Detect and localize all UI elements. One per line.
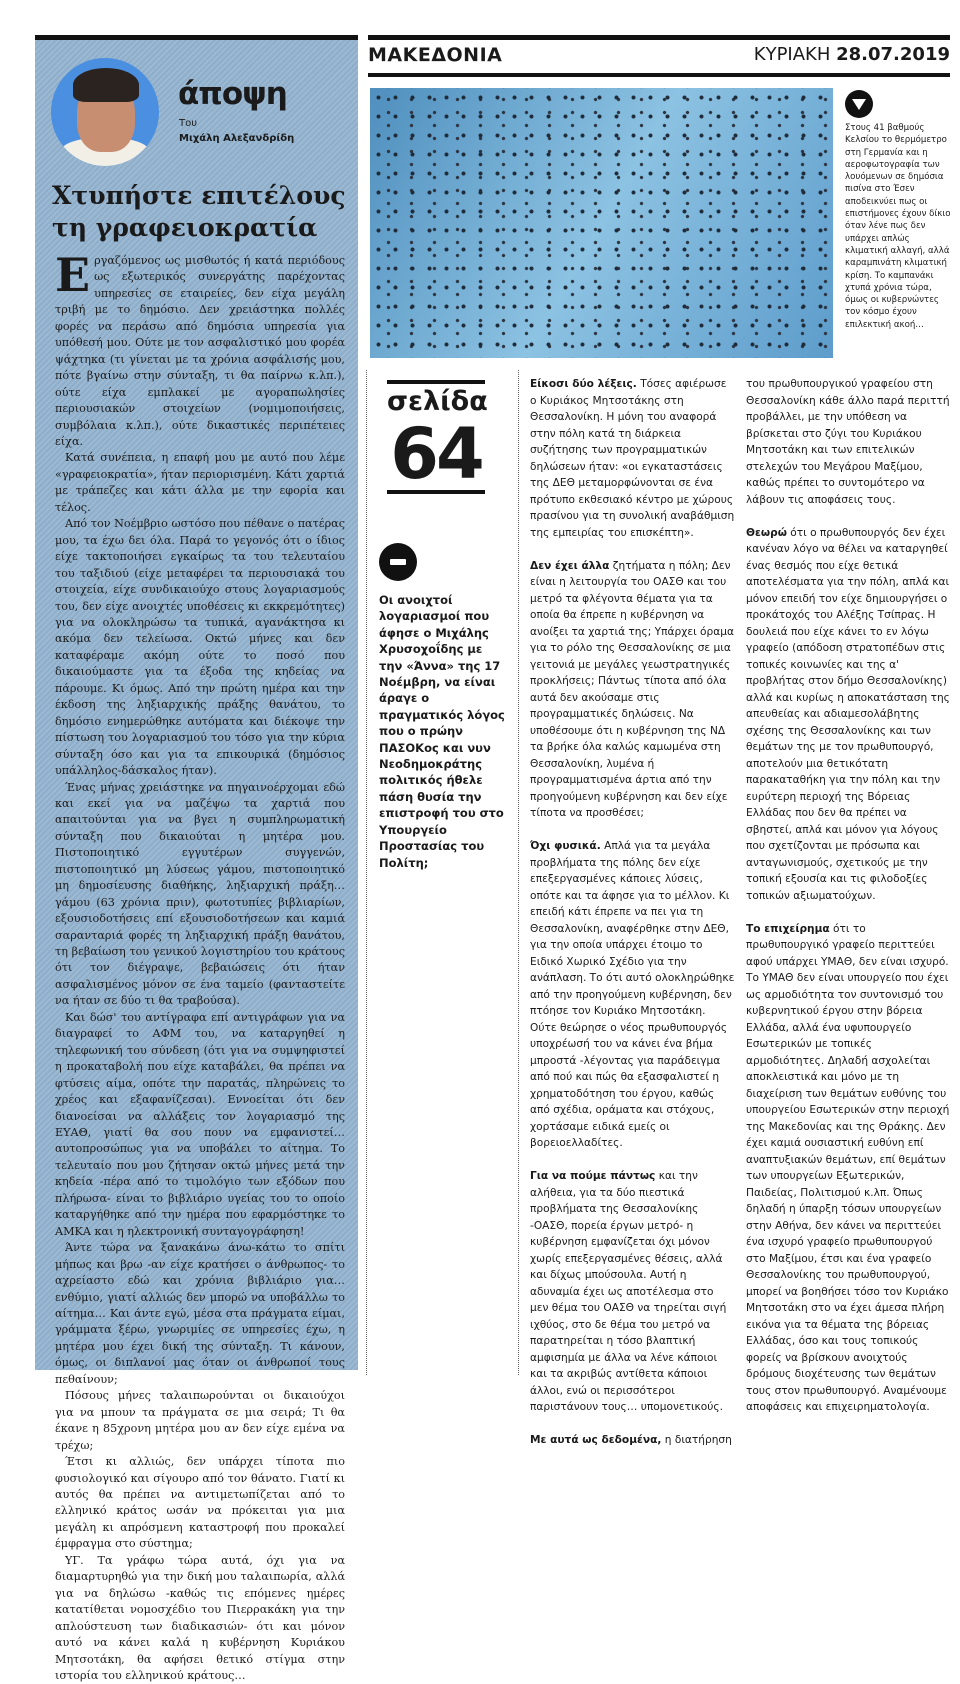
paragraph-text: ότι το πρωθυπουργικό γραφείο περιττεύει αφού υπάρχει ΥΜΑΘ, δεν είναι ισχυρό. Το ΥΜΑΘ δεν είναι υπουργείο που έχει ως αρμοδιότητα τον συντονισμό του κυβερνητικού έργου στην βόρεια Ελλάδα, αλλά ένα υφυπουργείο Εσωτερικών με τοπικές αρμοδιότητες. Δηλαδή ασχολείται αποκλειστικά και μόνο με τη διαχείριση των θεμάτων ευθύνης του υπουργείου Εσωτερικών στην περιοχή της Μακεδονίας και της Θράκης. Δεν έχει καμιά ουσιαστική ευθύνη επί αναπτυξιακών θεμάτων, επί θεμάτων των υπουργείων Εξωτερικών, Παιδείας, Πολιτισμού κ.λπ. Όπως δηλαδή η ύπαρξη τόσων υπουργείων στην Αθήνα, δεν κάνει να περιττεύει ένα ισχυρό γραφείο πρωθυπουργού στο Μαξίμου, έτσι και ένα γραφείο Θεσσαλονίκης του πρωθυπουργού, μπορεί να βοηθήσει τόσο τον Κυριάκο Μητσοτάκη στο να έχει άμεσα πλήρη εικόνα για τα θέματα της βόρειας Ελλάδας, όσο και τους τοπικούς φορείς να βρίσκουν ανοιχτούς δρόμους διοχέτευσης των θεμάτων τους στον πρωθυπουργό. Αναμένουμε αποφάσεις και επιχειρηματολογία.: [746, 922, 950, 1413]
paragraph-text: Απλά για τα μεγάλα προβλήματα της πόλης δεν είχε επεξεργασμένες κάποιες λύσεις, οπότε και τα άφησε για το μέλλον. Κι επειδή κάτι έπρεπε να πει για τη Θεσσαλονίκη, αναφέρθηκε στην ΔΕΘ, για την οποία υπάρχει έτοιμο το Ειδικό Χωρικό Σχέδιο για την ανάπλαση. Το ότι αυτό ολοκληρώθηκε από την προηγούμενη κυβέρνηση, δεν πτόησε τον Κυριάκο Μητσοτάκη. Ούτε θεώρησε ο νέος πρωθυπουργός υποχρέωσή του να κάνει ένα βήμα μπροστά -λέγοντας για παράδειγμα από πού και πώς θα εξασφαλιστεί η χρηματοδότηση του έργου, καθώς από σχέδια, οράματα και στόχους, χορτάσαμε ειδικά εμείς οι βορειοελλαδίτες.: [530, 840, 735, 1149]
page-label: σελίδα: [387, 386, 488, 417]
paragraph: [746, 525, 950, 905]
paragraph-text: η διατήρηση: [661, 1434, 732, 1446]
paragraph: Ένας μήνας χρειάστηκε να πηγαινοέρχομαι εδώ και εκεί για να μαζέψω τα χαρτιά που απαιτούνται για να βγει η συμπληρωματική σύνταξη που δικαιούται η μητέρα μου. Πιστοποιητικό εγγυτέρων συγγενών, πιστοποιητικό μη λύσεως γάμου, πιστοποιητικό μη δημοσίευσης διαθήκης, ληξιαρχική πράξη… γάμου (63 χρόνια πριν), φωτοτυπίες βιβλιαρίων, εξουσιοδοτήσεις επί εξουσιοδοτήσεων και καμιά σαρανταριά φορές τη ληξιαρχική πράξη θανάτου, τη βεβαίωση του γενικού λογιστηρίου του κράτους ότι τον διέγραψε, βεβαιώσεις ότι ήταν ασφαλισμένος μόνον σε ένα ταμείο (φανταστείτε να ήταν σε δύο τι θα τραβούσα).: [55, 780, 345, 1008]
paragraph-lead: Το επιχείρημα: [746, 922, 830, 935]
issue-day: ΚΥΡΙΑΚΗ: [753, 44, 831, 65]
paragraph: [530, 376, 735, 541]
column-4: [746, 376, 950, 1432]
paragraph-text: Τόσες αφιέρωσε ο Κυριάκος Μητσοτάκης στη Θεσσαλονίκη. Η μόνη του αναφορά στην πόλη κατά τη διάρκεια συζήτησης των προγραμματικών δηλώσεων ήταν: «οι εγκαταστάσεις της ΔΕΘ μεταμορφώνονται σε ένα πρότυπο εκθεσιακό κέντρο με χώρους πρασίνου για τη συνολική αναβάθμιση της εμπειρίας του επισκέπτη».: [530, 378, 735, 539]
paragraph-text: και την αλήθεια, για τα δύο πιεστικά προβλήματα της Θεσσαλονίκης -ΟΑΣΘ, πορεία έργων μετρό- η κυβέρνηση εμφανίζεται όχι μόνον χωρίς επεξεργασμένες θέσεις, αλλά και δίχως μπούσουλα. Αυτή η αδυναμία έχει ως αποτέλεσμα στο μεν θέμα του ΟΑΣΘ να τηρείται σιγή ιχθύος, στο δε θέμα του μετρό να παρατηρείται η τόσο βλαπτική αμφισημία με άλλα να λένε κάποιοι και τα ακριβώς αντίθετα κάποιοι άλλοι, ενώ οι περισσότεροι παριστάνουν τους… υπομονετικούς.: [530, 1170, 727, 1413]
paragraph-lead: Με αυτά ως δεδομένα,: [530, 1434, 662, 1446]
pool-aerial-photo: [370, 88, 833, 358]
paragraph-text: ζητήματα η πόλη; Δεν είναι η λειτουργία του ΟΑΣΘ και του μετρό τα φλέγοντα θέματα για τα οποία θα έπρεπε η κυβέρνηση να ανοίξει τα χαρτιά της; Υπάρχει όραμα για το ρόλο της Θεσσαλονίκης σε μια γειτονιά με μεγάλες γεωστρατηγικές προκλήσεις; Πάντως τίποτα από όλα αυτά δεν ακούσαμε στις προγραμματικές δηλώσεις. Να υποθέσουμε ότι η κυβέρνηση της ΝΔ τα βρήκε όλα καλώς καμωμένα στη Θεσσαλονίκη, λυμένα ή προγραμματισμένα άρτια από την προηγούμενη κυβέρνηση και δεν είχε τίποτα να προσθέσει;: [530, 559, 734, 819]
page-column: [366, 370, 519, 1375]
page-number: 64: [390, 413, 482, 495]
paragraph-lead: Θεωρώ: [746, 526, 787, 539]
paragraph: Από τον Νοέμβριο ωστόσο που πέθανε ο πατέρας μου, τα έχω δει όλα. Παρά το γεγονός ότι ο ίδιος είχε τακτοποιήσει εγκαίρως τα του τελευταίου του ταξιδιού (είχε μεταφέρει τα περιουσιακά του στοιχεία, είχε συνδικαιούχο στους λογαριασμούς του, δεν είχε ανοιχτές υποθέσεις κι εκκρεμότητες) για να ολοκληρώσω τα τυπικά, αγανάκτησα κι ακόμα δεν τελείωσα. Οκτώ μήνες και δεν καταφέραμε ακόμη ούτε το ποσό που δικαιούμαστε για τα έξοδα της κηδείας να πάρουμε. Κι όμως. Από την πρώτη ημέρα και την έκδοση της ληξιαρχικής πράξης θανάτου, το δημόσιο ενημερώθηκε αυτόματα και διέκοψε την πίστωση του λογαριασμού του τόσο για την κύρια σύνταξη όσο και για τα επικουρικά (δημόσιος υπάλληλος-δάσκαλος ήταν).: [55, 517, 345, 778]
paragraph: Άντε τώρα να ξανακάνω άνω-κάτω το σπίτι μήπως και βρω -αν είχε κρατήσει ο άνθρωπος- το αχρείαστο εδώ και χρόνια βιβλιάριο για… ενθύμιο, γιατί αλλιώς δεν μπορώ να υποβάλλω το αίτημα… Και άντε εγώ, μέσα στα πράγματα είμαι, γράμματα ξέρω, γνωριμίες σε υπηρεσίες έχω, η μητέρα μου έχει δική της σύνταξη. Τι κάνουν, όμως, οι διπλανοί μας όταν οι άνθρωποί τους πεθαίνουν;: [55, 1241, 345, 1386]
paragraph: Πόσους μήνες ταλαιπωρούνται οι δικαιούχοι για να μπουν τα πράγματα σε μια σειρά; Τι θα έκανε η 85χρονη μητέρα μου αν δεν είχε εμένα να τρέχω;: [55, 1389, 345, 1452]
paragraph: [530, 558, 735, 822]
page-header: [368, 35, 950, 77]
paragraph: [55, 248, 345, 450]
newspaper-name: ΜΑΚΕΔΟΝΙΑ: [368, 44, 503, 66]
issue-date-value: 28.07.2019: [836, 44, 950, 65]
paragraph-lead: Είκοσι δύο λέξεις.: [530, 378, 637, 390]
paragraph: [530, 838, 735, 1152]
paragraph: [746, 921, 950, 1416]
minus-item-text: Οι ανοιχτοί λογαριασμοί που άφησε ο Μιχάλης Χρυσοχοΐδης με την «Άννα» της 17 Νοέμβρη, να είναι άραγε ο πραγματικός λόγος που ο πρώην ΠΑΣΟΚος και νυν Νεοδημοκράτης πολιτικός ήθελε πάση θυσία την επιστροφή του στο Υπουργείο Προστασίας του Πολίτη;: [379, 593, 505, 870]
paragraph-lead: Για να πούμε πάντως: [530, 1170, 656, 1182]
paragraph: [530, 1168, 735, 1416]
author-avatar: [51, 58, 159, 166]
article-body: [55, 248, 345, 1684]
paragraph-text: του πρωθυπουργικού γραφείου στη Θεσσαλονίκη κάθε άλλο παρά περιττή προβάλλει, με την υπόθεση να βρίσκεται στο ζύγι του Κυριάκου Μητσοτάκη και των επιτελικών στελεχών του Μεγάρου Μαξίμου, καθώς πρέπει το συντομότερο να λάβουν τις αποφάσεις τους.: [746, 378, 950, 506]
section-label: άποψη: [178, 76, 287, 112]
paragraph: Έτσι κι αλλιώς, δεν υπάρχει τίποτα πιο φυσιολογικό και σίγουρο από τον θάνατο. Γιατί κι αυτός θα πρέπει να αντιμετωπίζεται από το ελληνικό κράτος ωσάν να πρόκειται για μια μεγάλη κι απρόσμενη καταστροφή που προκαλεί έμφραγμα στο σύστημα;: [55, 1455, 345, 1551]
paragraph-text: ργαζόμενος ως μισθωτός ή κατά περιόδους ως εξωτερικός συνεργάτης παρέχοντας υπηρεσίες σε εταιρείες, δεν είχα μεγάλη τριβή με το δημόσιο. Δεν χρειάστηκα πολλές φορές να περάσω από δημόσια υπηρεσία για υπόθεσή μου. Ούτε με τον ασφαλιστικό μου φορέα ψάχτηκα (τι γίνεται με τα χρόνια ασφάλισής μου, πότε βγαίνω στην σύνταξη, τι θα παίρνω κ.λπ.), ούτε είχα εμπλακεί με αγοραπωλησίες περιουσιακών στοιχείων (νομιμοποιήσεις, συμβόλαια κ.λπ.), ούτε δικαστικές περιπέτειες είχα.: [55, 254, 345, 448]
column-3: [530, 376, 735, 1449]
paragraph: ΥΓ. Τα γράφω τώρα αυτά, όχι για να διαμαρτυρηθώ για την δική μου ταλαιπωρία, αλλά για να δηλώσω -καθώς τις επόμενες ημέρες κατατίθεται νομοσχέδιο του Πιερρακάκη για την απλούστευση των διαδικασιών- ότι και μόνον αυτό να κάνει καλά η κυβέρνηση Κυριάκου Μητσοτάκη, θα αφήσει θετικό στίγμα στην ιστορία του ελληνικού κράτους…: [55, 1553, 345, 1682]
minus-icon: [379, 543, 417, 581]
drop-cap: Ε: [55, 248, 91, 302]
byline-prefix: Του: [179, 118, 198, 129]
opinion-column: [35, 35, 358, 1682]
author-name: Μιχάλη Αλεξανδρίδη: [179, 133, 295, 144]
photo-caption: Στους 41 βαθμούς Κελσίου το θερμόμετρο στη Γερμανία και η αεροφωτογραφία των λουόμενων σε δημόσια πισίνα στο Έσεν αποδεικνύει πως οι επιστήμονες έχουν δίκιο όταν λένε πως δεν υπάρχει απλώς κλιματική αλλαγή, αλλά καραμπινάτη κλιματική κρίση. Το καμπανάκι χτυπά χρόνια τώρα, όμως οι κυβερνώντες τον κόσμο έχουν επιλεκτική ακοή…: [845, 123, 951, 330]
paragraph-lead: Δεν έχει άλλα: [530, 559, 610, 572]
paragraph: [530, 1432, 735, 1449]
paragraph: [746, 376, 950, 508]
article-headline: Χτυπήστε επιτέλους τη γραφειοκρατία: [52, 181, 346, 242]
paragraph-lead: Όχι φυσικά.: [530, 840, 601, 852]
issue-date: [754, 44, 950, 65]
paragraph-text: ότι ο πρωθυπουργός δεν έχει κανέναν λόγο να θέλει να καταργηθεί ένας θεσμός που είχε θετικά αποτελέσματα για την πόλη, απλά και μόνον επειδή τον είχε δημιουργήσει ο προκάτοχός του Αλέξης Τσίπρας. Η δουλειά που είχε κάνει το εν λόγω γραφείο (απόδοση στρατοπέδων στις τοπικές κοινωνίες και της α' προβλήτας στον δήμο Θεσσαλονίκης) αλλά και κυρίως η αποκατάσταση της απευθείας και αδιαμεσολάβητης σχέσης της Θεσσαλονίκης και των θεμάτων της με τον πρωθυπουργό, αποτελούν μια θετικότατη παρακαταθήκη για την πόλη και την ευρύτερη περιοχή της Βόρειας Ελλάδας που δεν θα πρέπει να σβηστεί, απλά και μόνον για λόγους που σχετίζονται με πρόσωπα και ανταγωνισμούς, σχετικούς με την τοπική εξουσία και τις φιλοδοξίες τοπικών αξιωματούχων.: [746, 526, 950, 902]
down-triangle-icon: [845, 90, 873, 118]
paragraph: Και δώσ' του αντίγραφα επί αντιγράφων για να διαγραφεί το ΑΦΜ του, να καταργηθεί η τηλεφωνική του σύνδεση (ότι για να συμψηφιστεί η προκαταβολή που είχε καταβάλει, θα πρέπει να φτύσεις αίμα, οπότε την παρατάς, πληρώνεις το χρέος και εξαφανίζεσαι). Εννοείται ότι δεν διανοείσαι να αλλάξεις τον λογαριασμό της ΕΥΑΘ, γιατί θα σου πουν να εμφανιστεί… αυτοπροσώπως για να υποβάλει το αίτημα. Το τελευταίο που μου ζήτησαν οκτώ μήνες μετά την κηδεία -πέρα από το τιμολόγιο των εξόδων που πλήρωσα- είναι το βιβλιάριο υγείας του το οποίο καταργήθηκε από την ημέρα που εφαρμόστηκε το ΑΜΚΑ και η ηλεκτρονική συνταγογράφηση!: [55, 1010, 345, 1238]
paragraph: Κατά συνέπεια, η επαφή μου με αυτό που λέμε «γραφειοκρατία», ήταν περιορισμένη. Κάτι χαρτιά με τράπεζες και κάτι άλλα με την εφορία και τέλος.: [55, 451, 345, 514]
page-badge: [387, 380, 488, 495]
